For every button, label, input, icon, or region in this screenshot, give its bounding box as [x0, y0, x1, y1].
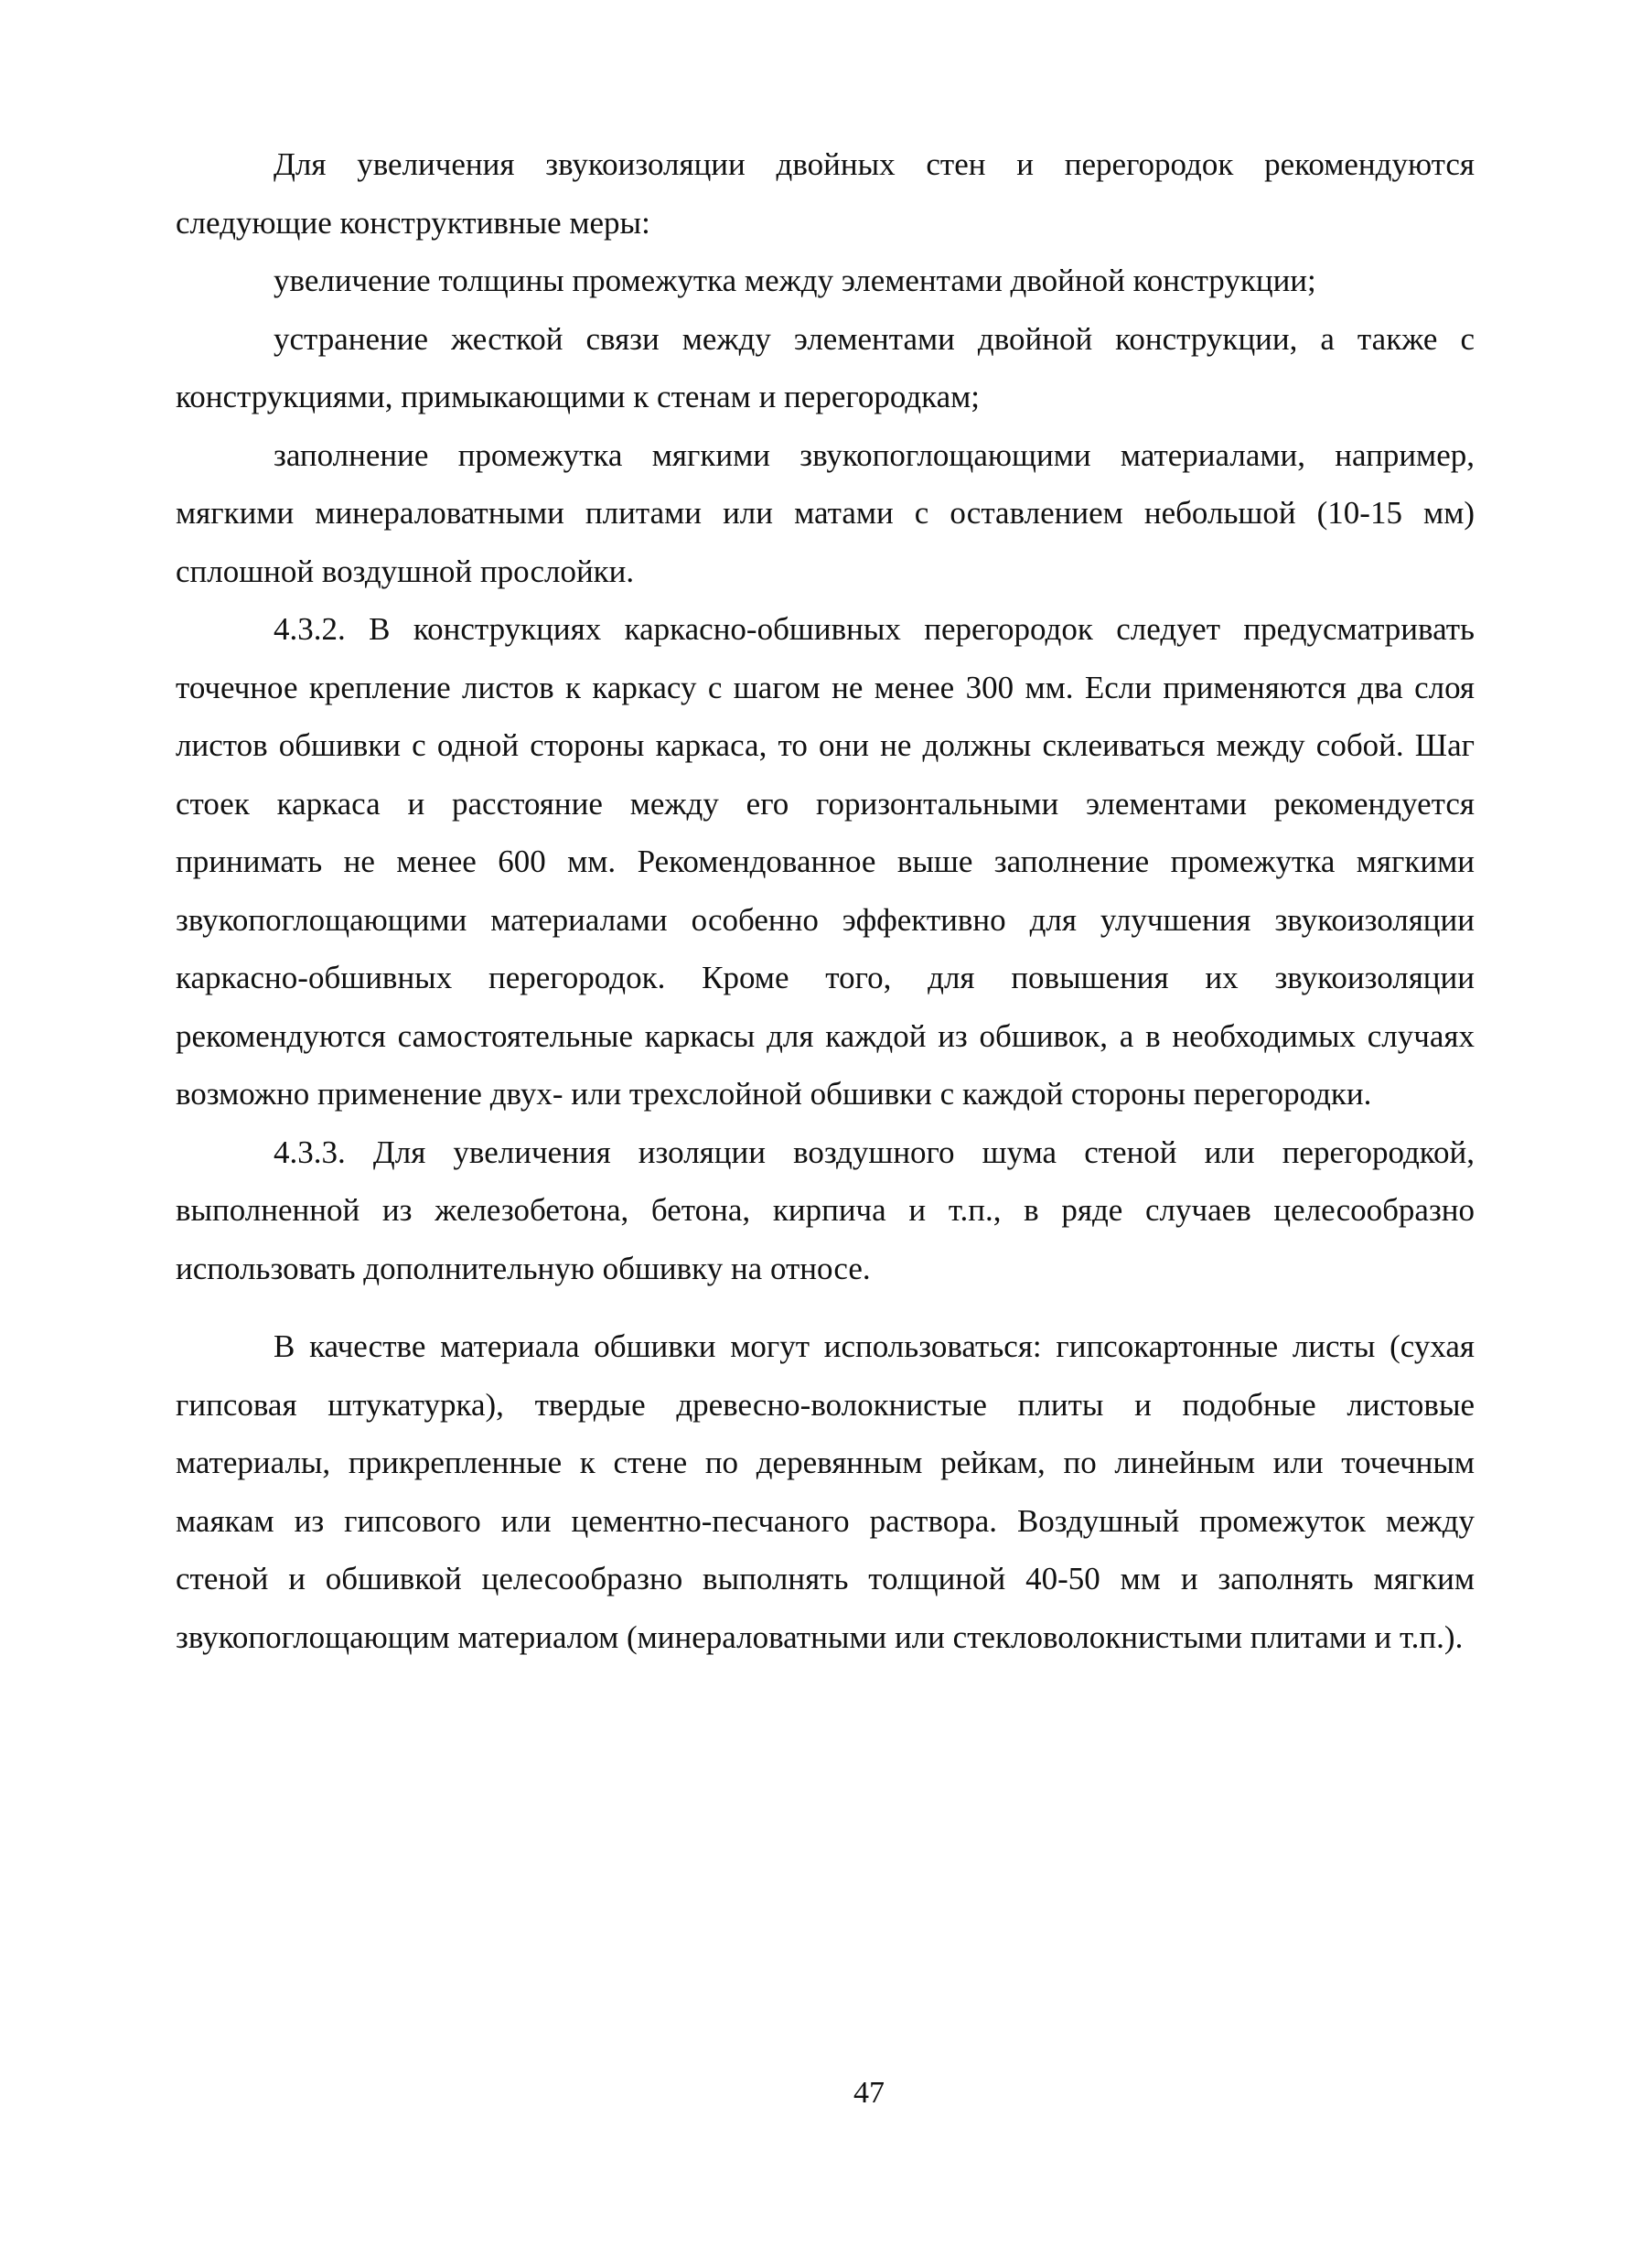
page-number: 47	[853, 2076, 885, 2110]
paragraph-section-4-3-2: 4.3.2. В конструкциях каркасно-обшивных перегородок следует предусматривать точечное крепление листов к каркасу с шагом не менее 300 мм. Если применяются два слоя листов обшивки с одной стороны каркаса, то они не должны склеиваться между собой. Шаг стоек каркаса и расстояние между его горизонтальными элементами рекомендуется принимать не менее 600 мм. Рекомендованное выше заполнение промежутка мягкими звукопоглощающими материалами особенно эффективно для улучшения звукоизоляции каркасно-обшивных перегородок. Кроме того, для повышения их звукоизоляции рекомендуются самостоятельные каркасы для каждой из обшивок, а в необходимых случаях возможно применение двух- или трехслойной обшивки с каждой стороны перегородки.	[176, 611, 1475, 1112]
paragraph-intro: Для увеличения звукоизоляции двойных стен и перегородок рекомендуются следующие конструктивные меры:	[176, 146, 1475, 241]
paragraph-measure-thickness: увеличение толщины промежутка между элементами двойной конструкции;	[274, 263, 1316, 298]
paragraph-measure-filling: заполнение промежутка мягкими звукопоглощающими материалами, например, мягкими минераловатными плитами или матами с оставлением небольшой (10-15 мм) сплошной воздушной прослойки.	[176, 436, 1475, 589]
text-body	[176, 135, 1475, 1666]
paragraph-measure-rigid-link: устранение жесткой связи между элементами двойной конструкции, а также с конструкциями, примыкающими к стенам и перегородкам;	[176, 320, 1475, 414]
paragraph-section-4-3-3: 4.3.3. Для увеличения изоляции воздушного шума стеной или перегородкой, выполненной из железобетона, бетона, кирпича и т.п., в ряде случаев целесообразно использовать дополнительную обшивку на относе.	[176, 1134, 1475, 1286]
paragraph-cladding-materials: В качестве материала обшивки могут использоваться: гипсокартонные листы (сухая гипсовая штукатурка), твердые древесно-волокнистые плиты и подобные листовые материалы, прикрепленные к стене по деревянным рейкам, по линейным или точечным маякам из гипсового или цементно-песчаного раствора. Воздушный промежуток между стеной и обшивкой целесообразно выполнять толщиной 40-50 мм и заполнять мягким звукопоглощающим материалом (минераловатными или стекловолокнистыми плитами и т.п.).	[176, 1328, 1475, 1655]
